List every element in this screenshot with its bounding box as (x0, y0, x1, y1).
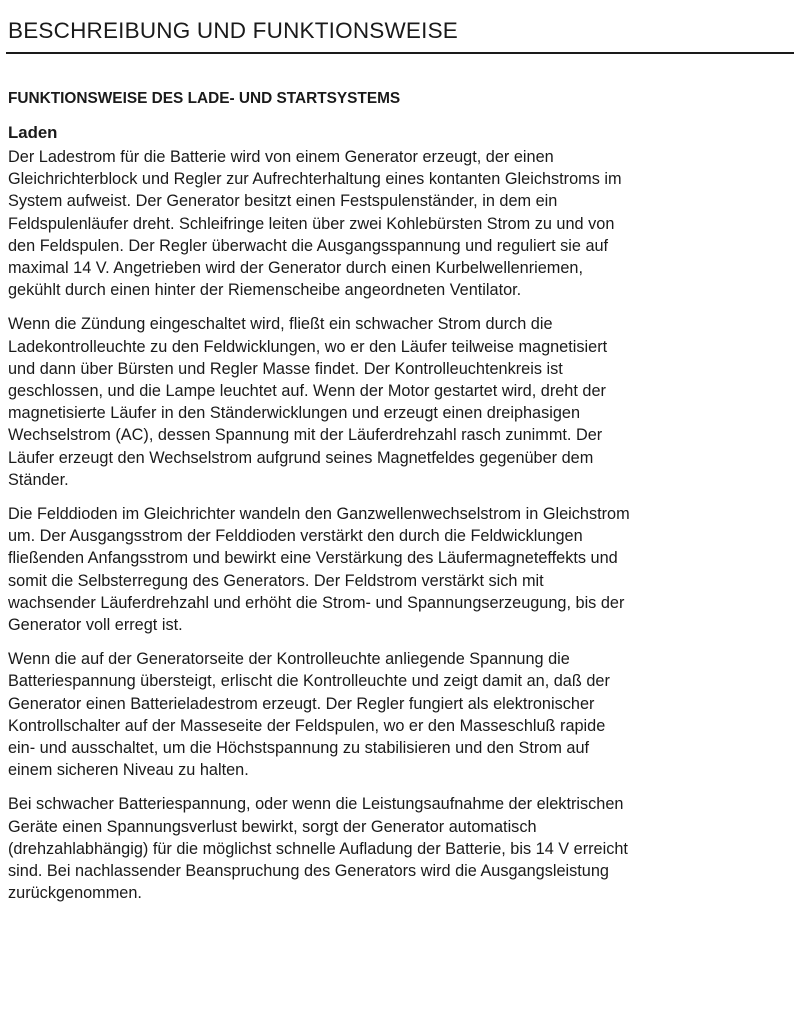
paragraph-3: Die Felddioden im Gleichrichter wandeln den Ganzwellenwechselstrom in Gleichstrom um. Der Ausgangsstrom der Felddioden verstärkt den durch die Feldwicklungen fließenden Anfangsstrom und bewirkt eine Verstärkung des Läufermagneteffekts und somit die Selbsterregung des Generators. Der Feldstrom verstärkt sich mit wachsender Läuferdrehzahl und erhöht die Strom- und Spannungserzeugung, bis der Generator voll erregt ist. (8, 505, 630, 635)
document-body (8, 122, 794, 917)
header-divider (6, 52, 794, 54)
page-header-title: BESCHREIBUNG UND FUNKTIONSWEISE (8, 18, 458, 43)
paragraph-4: Wenn die auf der Generatorseite der Kontrolleuchte anliegende Spannung die Batteriespannung übersteigt, erlischt die Kontrolleuchte und zeigt damit an, daß der Generator einen Batterieladestrom erzeugt. Der Regler fungiert als elektronischer Kontrollschalter auf der Masseseite der Feldspulen, wo er den Masseschluß rapide ein- und ausschaltet, um die Höchstspannung zu stabilisieren und den Strom auf einem sicheren Niveau zu halten. (8, 650, 610, 780)
subheading-laden: Laden (8, 123, 58, 142)
paragraph-2: Wenn die Zündung eingeschaltet wird, fließt ein schwacher Strom durch die Ladekontrolleuchte zu den Feldwicklungen, wo er den Läufer teilweise magnetisiert und dann über Bürsten und Regler Masse findet. Der Kontrolleuchtenkreis ist geschlossen, und die Lampe leuchtet auf. Wenn der Motor gestartet wird, dreht der magnetisierte Läufer in den Ständerwicklungen und erzeugt einen dreiphasigen Wechselstrom (AC), dessen Spannung mit der Läuferdrehzahl rasch zunimmt. Der Läufer erzeugt den Wechselstrom aufgrund seines Magnetfeldes gegenüber dem Ständer. (8, 315, 608, 489)
paragraph-5: Bei schwacher Batteriespannung, oder wenn die Leistungsaufnahme der elektrischen Geräte einen Spannungsverlust bewirkt, sorgt der Generator automatisch (drehzahlabhängig) für die möglichst schnelle Aufladung der Batterie, bis 14 V erreicht sind. Bei nachlassender Beanspruchung des Generators wird die Ausgangsleistung zurückgenommen. (8, 795, 628, 903)
paragraph-1: Der Ladestrom für die Batterie wird von einem Generator erzeugt, der einen Gleichrichterblock und Regler zur Aufrechterhaltung eines kontanten Gleichstroms im System aufweist. Der Generator besitzt einen Festspulenständer, in dem ein Feldspulenläufer dreht. Schleifringe leiten über zwei Kohlebürsten Strom zu und von den Feldspulen. Der Regler überwacht die Ausgangsspannung und reguliert sie auf maximal 14 V. Angetrieben wird der Generator durch einen Kurbelwellenriemen, gekühlt durch einen hinter der Riemenscheibe angeordneten Ventilator. (8, 148, 622, 300)
section-title: FUNKTIONSWEISE DES LADE- UND STARTSYSTEMS (8, 90, 401, 107)
